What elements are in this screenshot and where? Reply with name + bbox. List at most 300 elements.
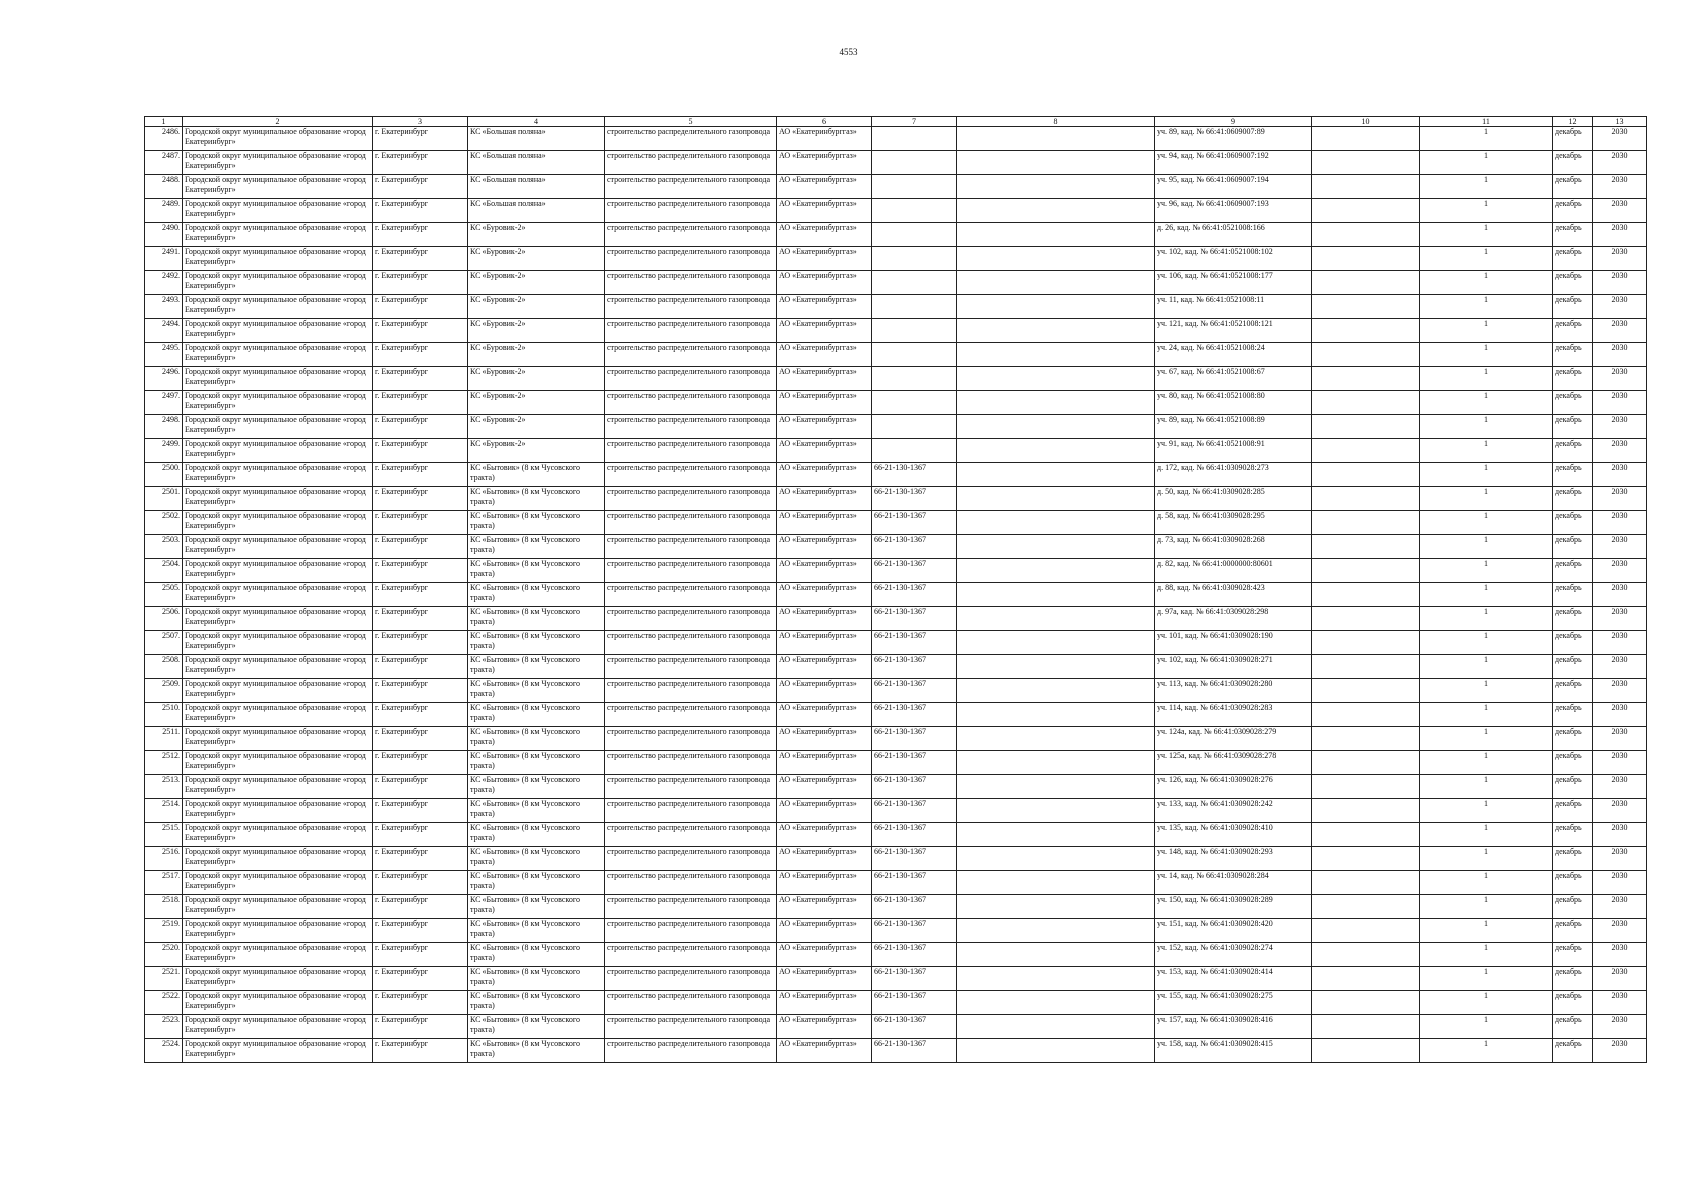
month-cell: декабрь: [1553, 439, 1593, 463]
empty-cell: [1312, 343, 1420, 367]
empty-cell: [957, 463, 1155, 487]
city-cell: г. Екатеринбург: [373, 703, 468, 727]
operator-cell: АО «Екатеринбурггаз»: [777, 415, 872, 439]
document-number-cell: 66-21-130-1367: [872, 487, 957, 511]
address-cell: уч. 89, кад. № 66:41:0521008:89: [1155, 415, 1312, 439]
municipality-cell: Городской округ муниципальное образование «город Екатеринбург»: [183, 199, 373, 223]
city-cell: г. Екатеринбург: [373, 223, 468, 247]
address-cell: уч. 158, кад. № 66:41:0309028:415: [1155, 1039, 1312, 1063]
city-cell: г. Екатеринбург: [373, 367, 468, 391]
month-cell: декабрь: [1553, 247, 1593, 271]
empty-cell: [1312, 967, 1420, 991]
municipality-cell: Городской округ муниципальное образование «город Екатеринбург»: [183, 319, 373, 343]
empty-cell: [1312, 919, 1420, 943]
month-cell: декабрь: [1553, 127, 1593, 151]
month-cell: декабрь: [1553, 943, 1593, 967]
municipality-cell: Городской округ муниципальное образование «город Екатеринбург»: [183, 439, 373, 463]
empty-cell: [957, 127, 1155, 151]
municipality-cell: Городской округ муниципальное образование «город Екатеринбург»: [183, 751, 373, 775]
work-type-cell: строительство распределительного газопровода: [605, 559, 777, 583]
document-number-cell: 66-21-130-1367: [872, 1039, 957, 1063]
city-cell: г. Екатеринбург: [373, 919, 468, 943]
city-cell: г. Екатеринбург: [373, 319, 468, 343]
document-number-cell: 66-21-130-1367: [872, 679, 957, 703]
empty-cell: [957, 823, 1155, 847]
site-cell: КС «Бытовик» (8 км Чусовского тракта): [468, 703, 605, 727]
header-cell: 6: [777, 117, 872, 127]
work-type-cell: строительство распределительного газопровода: [605, 847, 777, 871]
page-number: 4553: [839, 47, 858, 57]
table-row: [145, 1015, 1647, 1039]
month-cell: декабрь: [1553, 871, 1593, 895]
site-cell: КС «Бытовик» (8 км Чусовского тракта): [468, 607, 605, 631]
count-cell: 1: [1420, 175, 1553, 199]
document-number-cell: 66-21-130-1367: [872, 583, 957, 607]
count-cell: 1: [1420, 439, 1553, 463]
month-cell: декабрь: [1553, 151, 1593, 175]
year-cell: 2030: [1593, 895, 1647, 919]
empty-cell: [1312, 319, 1420, 343]
empty-cell: [957, 199, 1155, 223]
address-cell: уч. 153, кад. № 66:41:0309028:414: [1155, 967, 1312, 991]
empty-cell: [1312, 703, 1420, 727]
empty-cell: [957, 751, 1155, 775]
table-row: [145, 463, 1647, 487]
year-cell: 2030: [1593, 871, 1647, 895]
municipality-cell: Городской округ муниципальное образование «город Екатеринбург»: [183, 127, 373, 151]
header-cell: 9: [1155, 117, 1312, 127]
operator-cell: АО «Екатеринбурггаз»: [777, 967, 872, 991]
address-cell: уч. 114, кад. № 66:41:0309028:283: [1155, 703, 1312, 727]
year-cell: 2030: [1593, 295, 1647, 319]
site-cell: КС «Бытовик» (8 км Чусовского тракта): [468, 535, 605, 559]
empty-cell: [1312, 607, 1420, 631]
document-number-cell: [872, 343, 957, 367]
work-type-cell: строительство распределительного газопровода: [605, 511, 777, 535]
address-cell: д. 26, кад. № 66:41:0521008:166: [1155, 223, 1312, 247]
operator-cell: АО «Екатеринбурггаз»: [777, 223, 872, 247]
count-cell: 1: [1420, 1039, 1553, 1063]
document-number-cell: 66-21-130-1367: [872, 607, 957, 631]
address-cell: д. 58, кад. № 66:41:0309028:295: [1155, 511, 1312, 535]
year-cell: 2030: [1593, 487, 1647, 511]
empty-cell: [1312, 367, 1420, 391]
work-type-cell: строительство распределительного газопровода: [605, 127, 777, 151]
work-type-cell: строительство распределительного газопровода: [605, 391, 777, 415]
month-cell: декабрь: [1553, 727, 1593, 751]
empty-cell: [957, 439, 1155, 463]
city-cell: г. Екатеринбург: [373, 439, 468, 463]
header-cell: 12: [1553, 117, 1593, 127]
year-cell: 2030: [1593, 631, 1647, 655]
document-number-cell: 66-21-130-1367: [872, 775, 957, 799]
work-type-cell: строительство распределительного газопровода: [605, 583, 777, 607]
table-row: [145, 775, 1647, 799]
count-cell: 1: [1420, 271, 1553, 295]
site-cell: КС «Бытовик» (8 км Чусовского тракта): [468, 583, 605, 607]
document-number-cell: [872, 271, 957, 295]
municipality-cell: Городской округ муниципальное образование «город Екатеринбург»: [183, 991, 373, 1015]
year-cell: 2030: [1593, 223, 1647, 247]
row-number-cell: 2516.: [145, 847, 183, 871]
operator-cell: АО «Екатеринбурггаз»: [777, 247, 872, 271]
operator-cell: АО «Екатеринбурггаз»: [777, 295, 872, 319]
site-cell: КС «Бытовик» (8 км Чусовского тракта): [468, 751, 605, 775]
document-number-cell: 66-21-130-1367: [872, 727, 957, 751]
count-cell: 1: [1420, 823, 1553, 847]
site-cell: КС «Бытовик» (8 км Чусовского тракта): [468, 679, 605, 703]
operator-cell: АО «Екатеринбурггаз»: [777, 175, 872, 199]
address-cell: уч. 106, кад. № 66:41:0521008:177: [1155, 271, 1312, 295]
city-cell: г. Екатеринбург: [373, 199, 468, 223]
document-number-cell: 66-21-130-1367: [872, 799, 957, 823]
header-cell: 10: [1312, 117, 1420, 127]
count-cell: 1: [1420, 223, 1553, 247]
year-cell: 2030: [1593, 535, 1647, 559]
row-number-cell: 2495.: [145, 343, 183, 367]
work-type-cell: строительство распределительного газопровода: [605, 343, 777, 367]
municipality-cell: Городской округ муниципальное образование «город Екатеринбург»: [183, 463, 373, 487]
operator-cell: АО «Екатеринбурггаз»: [777, 895, 872, 919]
count-cell: 1: [1420, 391, 1553, 415]
site-cell: КС «Бытовик» (8 км Чусовского тракта): [468, 463, 605, 487]
month-cell: декабрь: [1553, 511, 1593, 535]
month-cell: декабрь: [1553, 223, 1593, 247]
city-cell: г. Екатеринбург: [373, 487, 468, 511]
address-cell: д. 82, кад. № 66:41:0000000:80601: [1155, 559, 1312, 583]
document-number-cell: 66-21-130-1367: [872, 703, 957, 727]
address-cell: уч. 126, кад. № 66:41:0309028:276: [1155, 775, 1312, 799]
year-cell: 2030: [1593, 271, 1647, 295]
empty-cell: [1312, 391, 1420, 415]
operator-cell: АО «Екатеринбурггаз»: [777, 463, 872, 487]
site-cell: КС «Буровик-2»: [468, 343, 605, 367]
city-cell: г. Екатеринбург: [373, 727, 468, 751]
municipality-cell: Городской округ муниципальное образование «город Екатеринбург»: [183, 871, 373, 895]
row-number-cell: 2513.: [145, 775, 183, 799]
work-type-cell: строительство распределительного газопровода: [605, 439, 777, 463]
year-cell: 2030: [1593, 175, 1647, 199]
table-row: [145, 943, 1647, 967]
table-row: [145, 271, 1647, 295]
year-cell: 2030: [1593, 439, 1647, 463]
document-number-cell: 66-21-130-1367: [872, 895, 957, 919]
year-cell: 2030: [1593, 1015, 1647, 1039]
month-cell: декабрь: [1553, 391, 1593, 415]
site-cell: КС «Бытовик» (8 км Чусовского тракта): [468, 775, 605, 799]
header-cell: 7: [872, 117, 957, 127]
document-number-cell: 66-21-130-1367: [872, 535, 957, 559]
operator-cell: АО «Екатеринбурггаз»: [777, 991, 872, 1015]
empty-cell: [1312, 559, 1420, 583]
address-cell: уч. 102, кад. № 66:41:0521008:102: [1155, 247, 1312, 271]
count-cell: 1: [1420, 367, 1553, 391]
header-cell: 2: [183, 117, 373, 127]
count-cell: 1: [1420, 151, 1553, 175]
city-cell: г. Екатеринбург: [373, 1039, 468, 1063]
count-cell: 1: [1420, 919, 1553, 943]
municipality-cell: Городской округ муниципальное образование «город Екатеринбург»: [183, 679, 373, 703]
table-row: [145, 583, 1647, 607]
year-cell: 2030: [1593, 559, 1647, 583]
municipality-cell: Городской округ муниципальное образование «город Екатеринбург»: [183, 271, 373, 295]
table-row: [145, 751, 1647, 775]
empty-cell: [957, 535, 1155, 559]
empty-cell: [1312, 991, 1420, 1015]
row-number-cell: 2502.: [145, 511, 183, 535]
city-cell: г. Екатеринбург: [373, 775, 468, 799]
document-number-cell: [872, 127, 957, 151]
address-cell: уч. 80, кад. № 66:41:0521008:80: [1155, 391, 1312, 415]
site-cell: КС «Буровик-2»: [468, 319, 605, 343]
address-cell: уч. 157, кад. № 66:41:0309028:416: [1155, 1015, 1312, 1039]
operator-cell: АО «Екатеринбурггаз»: [777, 439, 872, 463]
year-cell: 2030: [1593, 391, 1647, 415]
site-cell: КС «Бытовик» (8 км Чусовского тракта): [468, 895, 605, 919]
empty-cell: [1312, 223, 1420, 247]
year-cell: 2030: [1593, 943, 1647, 967]
empty-cell: [1312, 463, 1420, 487]
empty-cell: [957, 1015, 1155, 1039]
city-cell: г. Екатеринбург: [373, 511, 468, 535]
header-cell: 13: [1593, 117, 1647, 127]
document-number-cell: 66-21-130-1367: [872, 463, 957, 487]
count-cell: 1: [1420, 703, 1553, 727]
site-cell: КС «Бытовик» (8 км Чусовского тракта): [468, 559, 605, 583]
operator-cell: АО «Екатеринбурггаз»: [777, 703, 872, 727]
document-number-cell: 66-21-130-1367: [872, 967, 957, 991]
row-number-cell: 2515.: [145, 823, 183, 847]
empty-cell: [1312, 631, 1420, 655]
table-row: [145, 1039, 1647, 1063]
table-row: [145, 151, 1647, 175]
operator-cell: АО «Екатеринбурггаз»: [777, 511, 872, 535]
address-cell: д. 73, кад. № 66:41:0309028:268: [1155, 535, 1312, 559]
city-cell: г. Екатеринбург: [373, 583, 468, 607]
city-cell: г. Екатеринбург: [373, 631, 468, 655]
operator-cell: АО «Екатеринбурггаз»: [777, 583, 872, 607]
document-number-cell: 66-21-130-1367: [872, 511, 957, 535]
empty-cell: [957, 223, 1155, 247]
work-type-cell: строительство распределительного газопровода: [605, 271, 777, 295]
city-cell: г. Екатеринбург: [373, 871, 468, 895]
table-row: [145, 415, 1647, 439]
city-cell: г. Екатеринбург: [373, 895, 468, 919]
empty-cell: [957, 967, 1155, 991]
address-cell: уч. 91, кад. № 66:41:0521008:91: [1155, 439, 1312, 463]
city-cell: г. Екатеринбург: [373, 655, 468, 679]
municipality-cell: Городской округ муниципальное образование «город Екатеринбург»: [183, 631, 373, 655]
city-cell: г. Екатеринбург: [373, 295, 468, 319]
month-cell: декабрь: [1553, 703, 1593, 727]
operator-cell: АО «Екатеринбурггаз»: [777, 727, 872, 751]
empty-cell: [1312, 271, 1420, 295]
row-number-cell: 2509.: [145, 679, 183, 703]
year-cell: 2030: [1593, 775, 1647, 799]
document-number-cell: 66-21-130-1367: [872, 871, 957, 895]
year-cell: 2030: [1593, 319, 1647, 343]
site-cell: КС «Буровик-2»: [468, 391, 605, 415]
empty-cell: [957, 919, 1155, 943]
operator-cell: АО «Екатеринбурггаз»: [777, 535, 872, 559]
document-number-cell: [872, 391, 957, 415]
work-type-cell: строительство распределительного газопровода: [605, 367, 777, 391]
empty-cell: [957, 871, 1155, 895]
empty-cell: [957, 247, 1155, 271]
month-cell: декабрь: [1553, 991, 1593, 1015]
month-cell: декабрь: [1553, 487, 1593, 511]
month-cell: декабрь: [1553, 631, 1593, 655]
count-cell: 1: [1420, 415, 1553, 439]
row-number-cell: 2522.: [145, 991, 183, 1015]
municipality-cell: Городской округ муниципальное образование «город Екатеринбург»: [183, 943, 373, 967]
year-cell: 2030: [1593, 679, 1647, 703]
city-cell: г. Екатеринбург: [373, 679, 468, 703]
count-cell: 1: [1420, 583, 1553, 607]
operator-cell: АО «Екатеринбурггаз»: [777, 943, 872, 967]
header-cell: 4: [468, 117, 605, 127]
municipality-cell: Городской округ муниципальное образование «город Екатеринбург»: [183, 583, 373, 607]
empty-cell: [1312, 175, 1420, 199]
operator-cell: АО «Екатеринбурггаз»: [777, 679, 872, 703]
year-cell: 2030: [1593, 415, 1647, 439]
row-number-cell: 2501.: [145, 487, 183, 511]
operator-cell: АО «Екатеринбурггаз»: [777, 199, 872, 223]
work-type-cell: строительство распределительного газопровода: [605, 751, 777, 775]
year-cell: 2030: [1593, 607, 1647, 631]
empty-cell: [1312, 847, 1420, 871]
city-cell: г. Екатеринбург: [373, 535, 468, 559]
operator-cell: АО «Екатеринбурггаз»: [777, 631, 872, 655]
month-cell: декабрь: [1553, 295, 1593, 319]
site-cell: КС «Бытовик» (8 км Чусовского тракта): [468, 487, 605, 511]
municipality-cell: Городской округ муниципальное образование «город Екатеринбург»: [183, 775, 373, 799]
municipality-cell: Городской округ муниципальное образование «город Екатеринбург»: [183, 967, 373, 991]
address-cell: д. 88, кад. № 66:41:0309028:423: [1155, 583, 1312, 607]
municipality-cell: Городской округ муниципальное образование «город Екатеринбург»: [183, 367, 373, 391]
month-cell: декабрь: [1553, 895, 1593, 919]
site-cell: КС «Большая поляна»: [468, 199, 605, 223]
municipality-cell: Городской округ муниципальное образование «город Екатеринбург»: [183, 151, 373, 175]
document-number-cell: 66-21-130-1367: [872, 631, 957, 655]
count-cell: 1: [1420, 751, 1553, 775]
site-cell: КС «Бытовик» (8 км Чусовского тракта): [468, 871, 605, 895]
registry-table: [144, 116, 1647, 1063]
row-number-cell: 2488.: [145, 175, 183, 199]
city-cell: г. Екатеринбург: [373, 175, 468, 199]
count-cell: 1: [1420, 487, 1553, 511]
empty-cell: [957, 607, 1155, 631]
site-cell: КС «Бытовик» (8 км Чусовского тракта): [468, 631, 605, 655]
empty-cell: [957, 367, 1155, 391]
work-type-cell: строительство распределительного газопровода: [605, 991, 777, 1015]
work-type-cell: строительство распределительного газопровода: [605, 487, 777, 511]
count-cell: 1: [1420, 631, 1553, 655]
month-cell: декабрь: [1553, 751, 1593, 775]
empty-cell: [957, 631, 1155, 655]
municipality-cell: Городской округ муниципальное образование «город Екатеринбург»: [183, 655, 373, 679]
table-row: [145, 391, 1647, 415]
address-cell: уч. 89, кад. № 66:41:0609007:89: [1155, 127, 1312, 151]
municipality-cell: Городской округ муниципальное образование «город Екатеринбург»: [183, 295, 373, 319]
address-cell: уч. 102, кад. № 66:41:0309028:271: [1155, 655, 1312, 679]
operator-cell: АО «Екатеринбурггаз»: [777, 775, 872, 799]
row-number-cell: 2500.: [145, 463, 183, 487]
empty-cell: [957, 799, 1155, 823]
city-cell: г. Екатеринбург: [373, 607, 468, 631]
count-cell: 1: [1420, 319, 1553, 343]
month-cell: декабрь: [1553, 655, 1593, 679]
operator-cell: АО «Екатеринбурггаз»: [777, 559, 872, 583]
count-cell: 1: [1420, 895, 1553, 919]
document-number-cell: [872, 151, 957, 175]
municipality-cell: Городской округ муниципальное образование «город Екатеринбург»: [183, 607, 373, 631]
work-type-cell: строительство распределительного газопровода: [605, 1015, 777, 1039]
municipality-cell: Городской округ муниципальное образование «город Екатеринбург»: [183, 535, 373, 559]
count-cell: 1: [1420, 727, 1553, 751]
city-cell: г. Екатеринбург: [373, 127, 468, 151]
work-type-cell: строительство распределительного газопровода: [605, 295, 777, 319]
operator-cell: АО «Екатеринбурггаз»: [777, 847, 872, 871]
city-cell: г. Екатеринбург: [373, 991, 468, 1015]
municipality-cell: Городской округ муниципальное образование «город Екатеринбург»: [183, 415, 373, 439]
address-cell: уч. 124а, кад. № 66:41:0309028:279: [1155, 727, 1312, 751]
count-cell: 1: [1420, 247, 1553, 271]
work-type-cell: строительство распределительного газопровода: [605, 535, 777, 559]
table-row: [145, 847, 1647, 871]
address-cell: д. 172, кад. № 66:41:0309028:273: [1155, 463, 1312, 487]
operator-cell: АО «Екатеринбурггаз»: [777, 751, 872, 775]
month-cell: декабрь: [1553, 607, 1593, 631]
document-number-cell: [872, 295, 957, 319]
operator-cell: АО «Екатеринбурггаз»: [777, 319, 872, 343]
empty-cell: [957, 319, 1155, 343]
site-cell: КС «Бытовик» (8 км Чусовского тракта): [468, 991, 605, 1015]
row-number-cell: 2512.: [145, 751, 183, 775]
year-cell: 2030: [1593, 511, 1647, 535]
address-cell: уч. 148, кад. № 66:41:0309028:293: [1155, 847, 1312, 871]
city-cell: г. Екатеринбург: [373, 847, 468, 871]
table-row: [145, 439, 1647, 463]
table-row: [145, 631, 1647, 655]
year-cell: 2030: [1593, 967, 1647, 991]
site-cell: КС «Буровик-2»: [468, 223, 605, 247]
site-cell: КС «Бытовик» (8 км Чусовского тракта): [468, 799, 605, 823]
empty-cell: [1312, 415, 1420, 439]
empty-cell: [1312, 823, 1420, 847]
work-type-cell: строительство распределительного газопровода: [605, 247, 777, 271]
address-cell: уч. 152, кад. № 66:41:0309028:274: [1155, 943, 1312, 967]
work-type-cell: строительство распределительного газопровода: [605, 775, 777, 799]
year-cell: 2030: [1593, 703, 1647, 727]
row-number-cell: 2487.: [145, 151, 183, 175]
count-cell: 1: [1420, 1015, 1553, 1039]
work-type-cell: строительство распределительного газопровода: [605, 919, 777, 943]
operator-cell: АО «Екатеринбурггаз»: [777, 391, 872, 415]
year-cell: 2030: [1593, 127, 1647, 151]
year-cell: 2030: [1593, 151, 1647, 175]
site-cell: КС «Бытовик» (8 км Чусовского тракта): [468, 823, 605, 847]
document-number-cell: 66-21-130-1367: [872, 751, 957, 775]
header-row: [145, 117, 1647, 127]
operator-cell: АО «Екатеринбурггаз»: [777, 367, 872, 391]
document-number-cell: [872, 175, 957, 199]
month-cell: декабрь: [1553, 775, 1593, 799]
table-row: [145, 799, 1647, 823]
table-row: [145, 223, 1647, 247]
row-number-cell: 2506.: [145, 607, 183, 631]
city-cell: г. Екатеринбург: [373, 823, 468, 847]
